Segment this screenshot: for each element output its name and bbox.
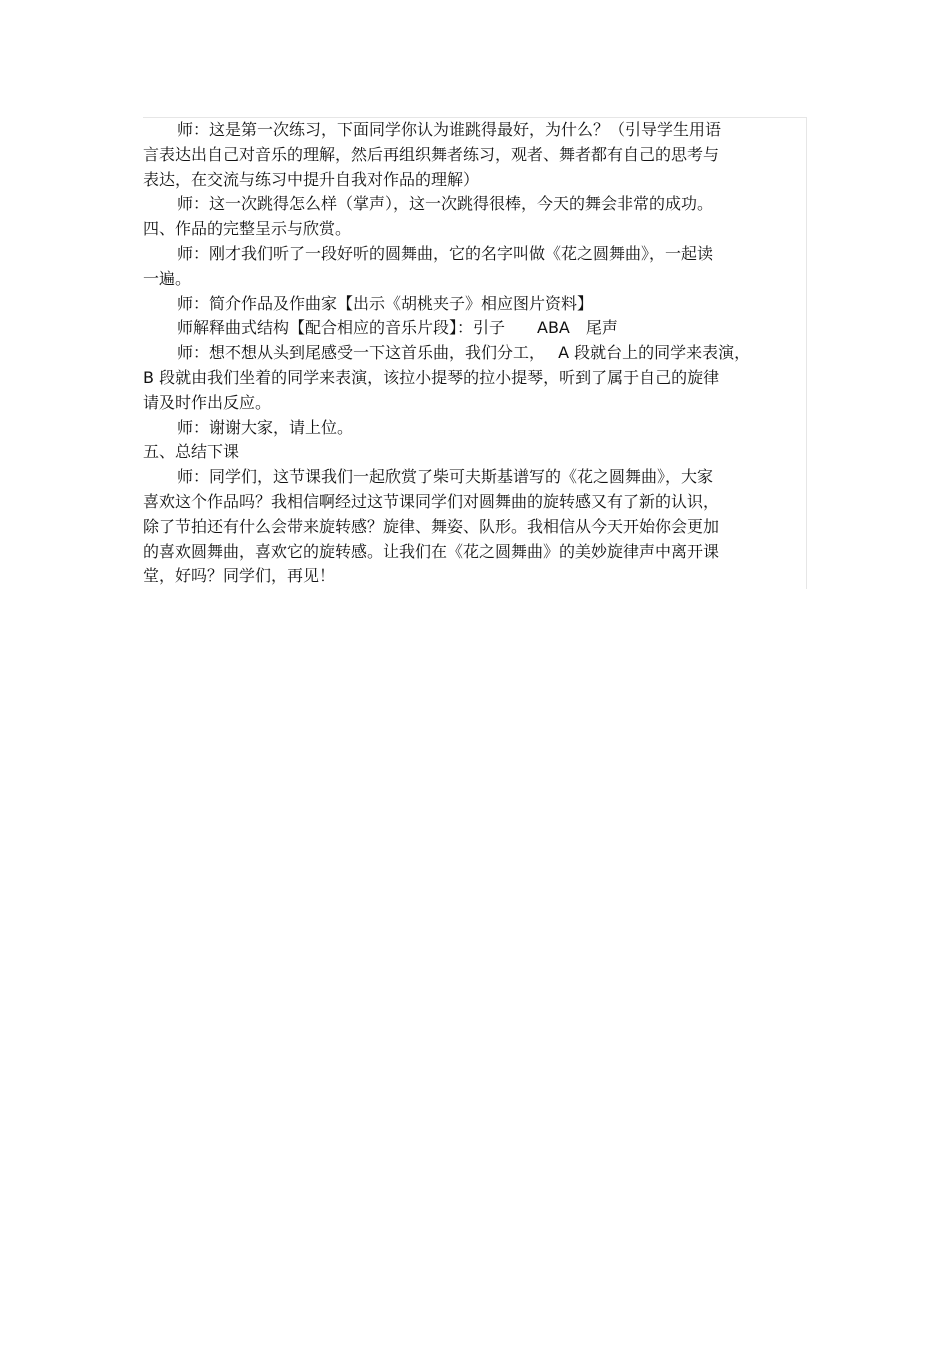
text-line: 请及时作出反应。 xyxy=(143,392,272,412)
text-line: 师：想不想从头到尾感受一下这首乐曲，我们分工， A 段就台上的同学来表演， xyxy=(177,343,751,363)
paragraph-title-intro xyxy=(143,242,803,292)
paragraph-composer-intro xyxy=(143,292,803,317)
text-line: 堂，好吗？同学们，再见！ xyxy=(143,566,336,586)
text-line: 喜欢这个作品吗？我相信啊经过这节课同学们对圆舞曲的旋转感又有了新的认识， xyxy=(143,491,720,511)
paragraph-form-structure xyxy=(143,316,803,341)
paragraph-summary xyxy=(143,465,803,589)
text-line: 一遍。 xyxy=(143,268,192,288)
text-line: 言表达出自己对音乐的理解，然后再组织舞者练习，观者、舞者都有自己的思考与 xyxy=(143,144,720,164)
text-line: 的喜欢圆舞曲，喜欢它的旋转感。让我们在《花之圆舞曲》的美妙旋律声中离开课 xyxy=(143,541,720,561)
text-line: 师：同学们，这节课我们一起欣赏了柴可夫斯基谱写的《花之圆舞曲》，大家 xyxy=(177,467,714,487)
section-heading-4 xyxy=(143,217,803,242)
document-body xyxy=(143,118,803,589)
text-line: B 段就由我们坐着的同学来表演，该拉小提琴的拉小提琴，听到了属于自己的旋律 xyxy=(143,367,720,387)
text-line: 师解释曲式结构【配合相应的音乐片段】：引子 ABA 尾声 xyxy=(177,318,618,338)
text-line: 五、总结下课 xyxy=(143,442,240,462)
text-line: 师：谢谢大家，请上位。 xyxy=(177,417,354,437)
text-line: 四、作品的完整呈示与欣赏。 xyxy=(143,219,352,239)
text-line: 表达，在交流与练习中提升自我对作品的理解） xyxy=(143,169,480,189)
paragraph-performance-division xyxy=(143,341,803,415)
text-line: 师：这是第一次练习，下面同学你认为谁跳得最好，为什么？（引导学生用语 xyxy=(177,120,722,139)
text-line: 师：这一次跳得怎么样（掌声），这一次跳得很棒，今天的舞会非常的成功。 xyxy=(177,194,714,214)
text-line: 除了节拍还有什么会带来旋转感？旋律、舞姿、队形。我相信从今天开始你会更加 xyxy=(143,516,720,536)
section-heading-5 xyxy=(143,440,803,465)
paragraph-thanks xyxy=(143,416,803,441)
paragraph-second-dance xyxy=(143,192,803,217)
paragraph-practice-question xyxy=(143,118,803,192)
text-line: 师：刚才我们听了一段好听的圆舞曲，它的名字叫做《花之圆舞曲》，一起读 xyxy=(177,243,714,263)
text-line: 师：简介作品及作曲家【出示《胡桃夹子》相应图片资料】 xyxy=(177,293,594,313)
